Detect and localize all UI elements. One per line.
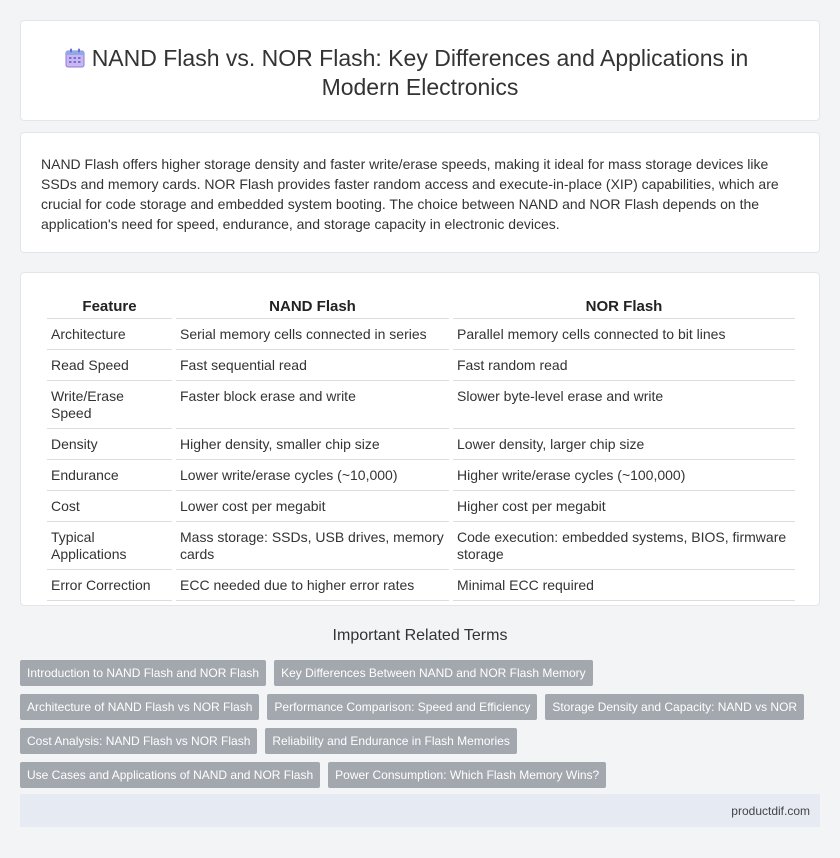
table-row bbox=[47, 460, 795, 491]
table-row bbox=[47, 429, 795, 460]
table-cell-feature: Architecture bbox=[47, 319, 172, 350]
column-header-nand: NAND Flash bbox=[176, 295, 449, 319]
table-cell-feature: Write/Erase Speed bbox=[47, 381, 172, 429]
footer-site-name: productdif.com bbox=[731, 804, 810, 818]
table-cell-nor: Fast random read bbox=[453, 350, 795, 381]
intro-card bbox=[20, 132, 820, 253]
header-card bbox=[20, 20, 820, 121]
related-term-link[interactable]: Introduction to NAND Flash and NOR Flash bbox=[20, 660, 266, 686]
footer-bar bbox=[20, 794, 820, 827]
page-title: NAND Flash vs. NOR Flash: Key Differences and Applications in Modern Electronics bbox=[91, 45, 749, 100]
related-term-link[interactable]: Use Cases and Applications of NAND and NOR Flash bbox=[20, 762, 320, 788]
table-cell-nor: Minimal ECC required bbox=[453, 570, 795, 601]
related-term-link[interactable]: Power Consumption: Which Flash Memory Wins? bbox=[328, 762, 606, 788]
table-cell-feature: Cost bbox=[47, 491, 172, 522]
comparison-table bbox=[43, 295, 799, 601]
table-cell-nor: Higher write/erase cycles (~100,000) bbox=[453, 460, 795, 491]
table-cell-nand: Fast sequential read bbox=[176, 350, 449, 381]
related-term-link[interactable]: Key Differences Between NAND and NOR Flash Memory bbox=[274, 660, 593, 686]
table-cell-feature: Typical Applications bbox=[47, 522, 172, 570]
table-row bbox=[47, 522, 795, 570]
table-row bbox=[47, 570, 795, 601]
table-cell-nand: ECC needed due to higher error rates bbox=[176, 570, 449, 601]
table-cell-nor: Lower density, larger chip size bbox=[453, 429, 795, 460]
related-term-link[interactable]: Reliability and Endurance in Flash Memories bbox=[265, 728, 516, 754]
table-cell-feature: Density bbox=[47, 429, 172, 460]
table-cell-nand: Serial memory cells connected in series bbox=[176, 319, 449, 350]
table-cell-nand: Higher density, smaller chip size bbox=[176, 429, 449, 460]
table-cell-nand: Lower cost per megabit bbox=[176, 491, 449, 522]
related-term-link[interactable]: Performance Comparison: Speed and Efficiency bbox=[267, 694, 537, 720]
related-term-link[interactable]: Architecture of NAND Flash vs NOR Flash bbox=[20, 694, 259, 720]
intro-paragraph: NAND Flash offers higher storage density and faster write/erase speeds, making it ideal for mass storage devices like SSDs and memory cards. NOR Flash provides faster random access and execute-in-place (XIP) capabilities, which are crucial for code storage and embedded system booting. The choice between NAND and NOR Flash depends on the application's need for speed, endurance, and storage capacity in electronic devices. bbox=[41, 156, 779, 232]
table-header-row bbox=[47, 295, 795, 319]
table-cell-nand: Lower write/erase cycles (~10,000) bbox=[176, 460, 449, 491]
table-cell-nand: Mass storage: SSDs, USB drives, memory cards bbox=[176, 522, 449, 570]
table-cell-feature: Error Correction bbox=[47, 570, 172, 601]
table-cell-nor: Higher cost per megabit bbox=[453, 491, 795, 522]
related-term-link[interactable]: Cost Analysis: NAND Flash vs NOR Flash bbox=[20, 728, 257, 754]
table-cell-nor: Slower byte-level erase and write bbox=[453, 381, 795, 429]
table-row bbox=[47, 319, 795, 350]
table-row bbox=[47, 491, 795, 522]
table-cell-feature: Read Speed bbox=[47, 350, 172, 381]
table-cell-feature: Endurance bbox=[47, 460, 172, 491]
table-cell-nor: Parallel memory cells connected to bit lines bbox=[453, 319, 795, 350]
related-terms-heading: Important Related Terms bbox=[332, 627, 508, 644]
comparison-table-card bbox=[20, 272, 820, 606]
table-cell-nor: Code execution: embedded systems, BIOS, firmware storage bbox=[453, 522, 795, 570]
table-row bbox=[47, 381, 795, 429]
table-cell-nand: Faster block erase and write bbox=[176, 381, 449, 429]
table-row bbox=[47, 350, 795, 381]
column-header-feature: Feature bbox=[47, 295, 172, 319]
column-header-nor: NOR Flash bbox=[453, 295, 795, 319]
related-term-link[interactable]: Storage Density and Capacity: NAND vs NOR bbox=[545, 694, 804, 720]
